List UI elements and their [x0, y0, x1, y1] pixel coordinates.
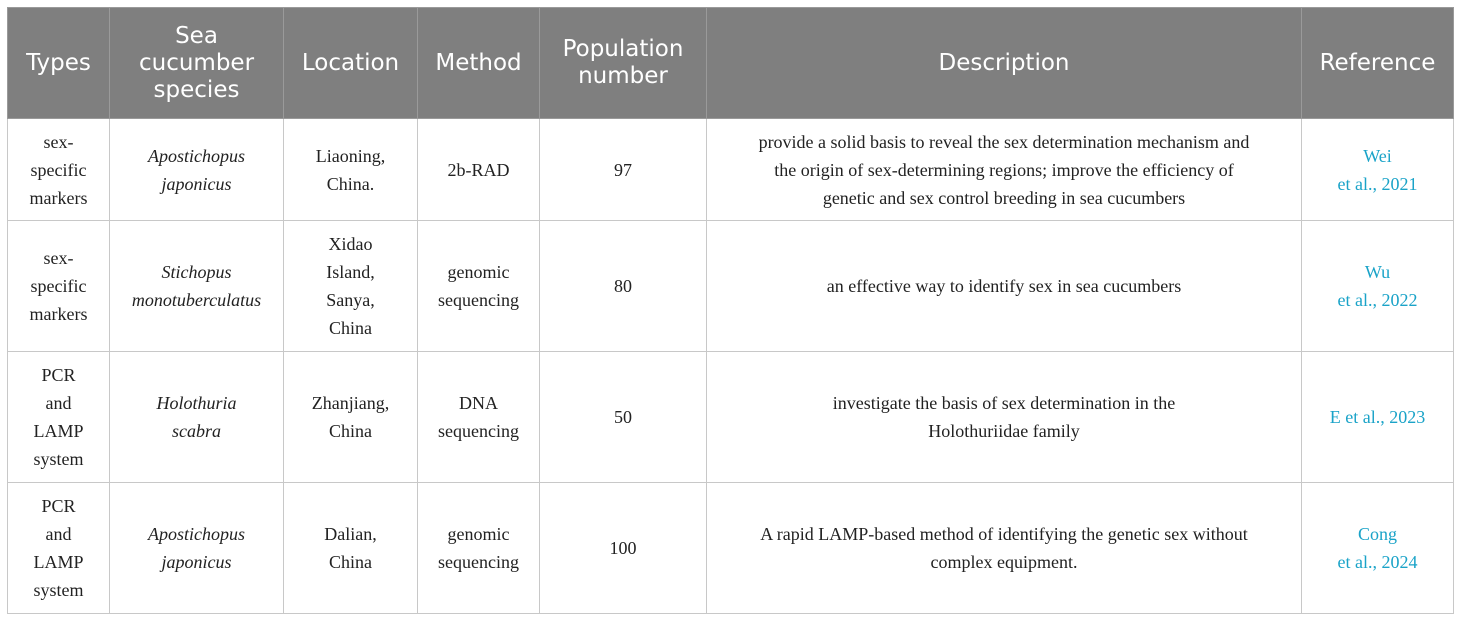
header-types: Types	[8, 8, 110, 119]
cell-population: 100	[540, 483, 707, 614]
cell-location: Dalian, China	[284, 483, 418, 614]
cell-species: Apostichopus japonicus	[110, 119, 284, 221]
cell-location: Xidao Island, Sanya, China	[284, 221, 418, 352]
cell-species: Holothuria scabra	[110, 352, 284, 483]
cell-method: genomic sequencing	[418, 221, 540, 352]
cell-method: DNA sequencing	[418, 352, 540, 483]
cell-types: sex- specific markers	[8, 221, 110, 352]
cell-description: provide a solid basis to reveal the sex determination mechanism and the origin of sex-determining regions; improve the efficiency of genetic and sex control breeding in sea cucumbers	[707, 119, 1302, 221]
cell-description: A rapid LAMP-based method of identifying the genetic sex without complex equipment.	[707, 483, 1302, 614]
cell-description: an effective way to identify sex in sea cucumbers	[707, 221, 1302, 352]
header-reference: Reference	[1302, 8, 1454, 119]
cell-species: Stichopus monotuberculatus	[110, 221, 284, 352]
table-row	[8, 119, 1454, 221]
cell-population: 97	[540, 119, 707, 221]
header-species: Sea cucumber species	[110, 8, 284, 119]
cell-description: investigate the basis of sex determination in the Holothuriidae family	[707, 352, 1302, 483]
reference-link[interactable]: Cong et al., 2024	[1302, 483, 1454, 614]
cell-species: Apostichopus japonicus	[110, 483, 284, 614]
sea-cucumber-sex-markers-table	[7, 7, 1454, 614]
header-location: Location	[284, 8, 418, 119]
reference-link[interactable]: Wei et al., 2021	[1302, 119, 1454, 221]
table-row	[8, 352, 1454, 483]
cell-types: sex- specific markers	[8, 119, 110, 221]
reference-link[interactable]: Wu et al., 2022	[1302, 221, 1454, 352]
header-method: Method	[418, 8, 540, 119]
cell-population: 50	[540, 352, 707, 483]
cell-location: Liaoning, China.	[284, 119, 418, 221]
table-row	[8, 483, 1454, 614]
cell-location: Zhanjiang, China	[284, 352, 418, 483]
header-population: Population number	[540, 8, 707, 119]
cell-method: genomic sequencing	[418, 483, 540, 614]
header-row	[8, 8, 1454, 119]
cell-method: 2b-RAD	[418, 119, 540, 221]
table-row	[8, 221, 1454, 352]
cell-types: PCR and LAMP system	[8, 483, 110, 614]
cell-population: 80	[540, 221, 707, 352]
cell-types: PCR and LAMP system	[8, 352, 110, 483]
reference-link[interactable]: E et al., 2023	[1302, 352, 1454, 483]
header-description: Description	[707, 8, 1302, 119]
